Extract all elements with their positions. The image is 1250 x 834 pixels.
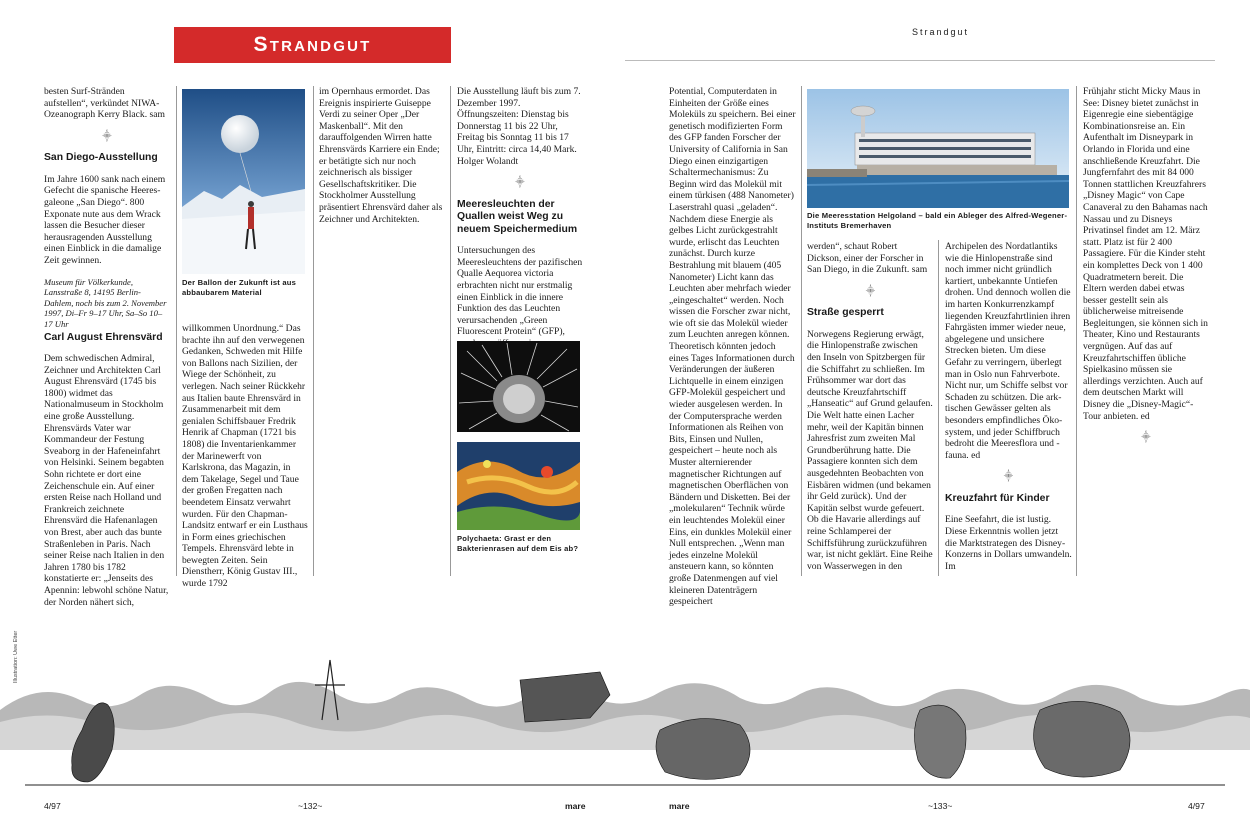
ornament-icon: ⸎ [1141, 432, 1151, 443]
polychaeta-photo-2 [457, 442, 580, 530]
column-rule [801, 86, 802, 576]
body-text: Potential, Computerdaten in Einheiten der Größe eines Moleküls zu speichern. Bei einer genetisch modifizierten Form des GFP fanden Forscher der University of California in San Diego einen einzigartigen Schaltermechanismus: Zu Beginn wird das Molekül mit einem türkisen (488 Nanometer) Laserstrahl quasi „geladen“. Nachdem diese Energie als gelbes Licht zurückgestrahlt wurde, erlischt das Leuchten zunächst. Durch kurze Bestrahlung mit blauem (405 Nanometer) Licht kann das Leuchten aber mehrfach wieder „eingeschaltet“ werden. Noch wissen die Forscher zwar nicht, wie oft sie das Molekül wieder zum Leuchten anregen können. Theoretisch könnten jedoch eines Tages Informationen durch Veränderungen der äußeren Lichtquelle in einem einzigen GFP-Molekül gespeichert und wieder ausgelesen werden. In der Computersprache werden Informationen als Reihen von Bits, Einsen und Nullen, gespeichert – heute noch als Muster alternierender magnetischer Richtungen auf magnetischen Oberflächen von Bändern und Disketten. Bei der „molekularen“ Technik würde ein leuchtendes Molekül einer Eins, ein dunkles Molekül einer Null entsprechen. „Wenn man jedes einzelne Molekül ansteuern kann, so könnten große Datenmengen auf viel kleineren Datenträgern gespeichert [669, 86, 796, 608]
right-column-2 [807, 241, 934, 572]
left-column-2 [182, 323, 308, 590]
body-text: Dem schwedischen Admiral, Zeichner und Architekten Carl August Ehrensvärd (1745 bis 1800) widmet das Nationalmuseum in Stockholm eine große Ausstellung. Ehrensvärds Vater war Kommandeur der Festung Sveaborg in der Hafeneinfahrt von Helsinki. Seinem begabten Sohn richtete er dort eine Zeichenschule ein. Auf einer ersten Reise nach Holland und Frankreich zeichnete Ehrensvärd die Hafenanlagen von Brest, aber auch das bunte Straßenleben in Paris. Nach seiner Reise nach Italien in den Jahren 1780 bis 1782 konstatierte er: „Jenseits des Apennin: lebwohl schöne Natur, der Norden nähert sich, [44, 353, 169, 608]
illustration-credit: Illustration: Uwe Etter [13, 630, 19, 683]
photo-caption: Der Ballon der Zukunft ist aus abbaubarem Material [182, 278, 297, 298]
body-text: willkommen Unordnung.“ Das brachte ihn auf den verwegenen Gedanken, Schweden mit Hilfe von Ballons nach Sizilien, der Wiege der Schönheit, zu verlegen. Nach seiner Rückkehr aus Italien baute Ehrensvärd in Zusammenarbeit mit dem genialen Schiffsbauer Fredrik Henrik af Chapman (1721 bis 1808) die Inventarienkammer der Marinewerft von Karlskrona, das Magazin, in dem Takelage, Segel und Taue der großen Fregatten nach beendetem Einsatz verwahrt wurden. Für den Chapman-Landsitz entwarf er ein Lusthaus in Form eines griechischen Tempels. Ehrensvärd lebte in bewegten Zeiten. Sein Dienstherr, König Gustav III., wurde 1792 [182, 323, 308, 590]
body-text: Eine Seefahrt, die ist lustig. Diese Erkenntnis wollen jetzt die Marktstrategen des Disney-Konzerns in Dollars umwandeln. Im [945, 514, 1072, 572]
column-rule [176, 86, 177, 576]
heading-meeresleuchten: Meeresleuchten der Quallen weist Weg zu neuem Speichermedium [457, 198, 578, 235]
issue-folio-left: 4/97 [44, 801, 61, 811]
running-head: Strandgut [912, 27, 970, 37]
ornament-icon: ⸎ [102, 130, 112, 141]
right-column-1 [669, 86, 796, 608]
exhibition-dates: Die Ausstellung läuft bis zum 7. Dezember 1997. Öffnungszeiten: Dienstag bis Donnerstag 11 bis 22 Uhr, Freitag bis Sonntag 11 bis 17 Uhr, Eintritt: circa 14,40 Mark. Holger Wolandt [457, 86, 581, 167]
right-column-3 [945, 241, 1072, 572]
column-rule [1076, 86, 1077, 576]
ornament-icon: ⸎ [865, 285, 876, 296]
body-text: Frühjahr sticht Micky Maus in See: Disney bietet zunächst in Eigenregie eine siebentägige Kombinationsreise an. Ein Aufenthalt im Disneypark in Orlando in Florida und eine anschließende Kreuzfahrt. Die Jungfernfahrt des mit 84 000 Tonnen stattlichen Kreuzfahrers „Disney Magic“ von Cape Canaveral zu den Bahamas nach Nassau und zu Disneys Privatinsel findet am 12. März statt. Platz ist für 2 400 Passagiere. Für die Kinder steht ein komplettes Deck von 1 400 Quadratmetern bereit. Die Eltern werden dabei etwas besser gestellt sein als üblicherweise mitreisende Begleitungen, sie können sich in Theater, Kino und Restaurants vergnügen. Auf das auf Kreuzfahrtschiffen übliche Spielkasino müssen sie allerdings verzichten. Auch auf dem deutschen Markt will Disney die „Disney-Magic“-Tour anbieten. ed [1083, 86, 1208, 422]
heading-strasse-gesperrt: Straße gesperrt [807, 307, 884, 319]
logo-text: Strandgut [253, 33, 372, 56]
body-text: Archipelen des Nordatlantiks wie die Hinlopenstraße sind noch immer nicht gründlich kartiert, unbekannte Untiefen drohen. Und dennoch wollen die im harten Konkurrenzkampf liegenden Kreuzfahrtlinien ihren Fahrgästen immer wieder neue, abgelegene und unsichere Strecken bieten. Um diese Gefahr zu verringern, überlegt man in Oslo nun Fahrverbote. Nicht nur, um Schiffe selbst vor Schaden zu schützen. Die arktischen Gewässer gelten als besonders empfindliches Öko-system, und jeder Schiffbruch bedroht die Meeresflora und -fauna. ed [945, 241, 1071, 461]
helgoland-station-photo [807, 89, 1069, 208]
brand-right: mare [669, 801, 690, 811]
column-rule [450, 86, 451, 576]
body-text: Norwegens Regierung erwägt, die Hinlopenstraße zwischen den Inseln von Spitzbergen für die Schiffahrt zu schließen. Im Frühsommer war dort das deutsche Kreuzfahrtschiff „Hanseatic“ auf Grund gelaufen. Die Welt hatte einen Lacher mehr, weil der Kapitän binnen Jahresfrist zum zweiten Mal Grundberührung hatte. Die Passagiere konnten sich dem ausgedehnten Beobachten von Eisbären widmen (und bekamen ihr Geld zurück). Und der Kapitän selbst wurde gefeuert. Ob die Havarie allerdings auf reine Schlamperei der Schiffsführung zurückzuführen war, ist nicht geklärt. Eine Reihe von Wasserwegen in den [807, 328, 933, 572]
heading-san-diego: San Diego-Ausstellung [44, 152, 158, 164]
photo-caption: Polychaeta: Grast er den Bakterienrasen auf dem Eis ab? [457, 534, 579, 554]
ornament-icon: ⸎ [515, 177, 525, 188]
column-rule [313, 86, 314, 576]
header-rule [625, 60, 1215, 61]
polychaeta-photo-1 [457, 341, 580, 432]
left-column-3 [319, 86, 445, 226]
balloon-photo [182, 89, 305, 274]
column-rule [938, 240, 939, 576]
body-text: im Opernhaus ermordet. Das Ereignis inspirierte Guiseppe Verdi zu seiner Oper „Der Maskenball“. Mit den darauffolgenden Wirren hatte Ehrensvärds Karriere ein Ende; er betätigte sich nur noch zeichnerisch als bissiger Gesellschaftskritiker. Die Stockholmer Ausstellung präsentiert Ehrensvärd daher als Zeichner und Architekten. [319, 86, 443, 225]
left-column-1 [44, 86, 170, 608]
exhibition-info: Museum für Völkerkunde, Lansstraße 8, 14195 Berlin-Dahlem, noch bis zum 2. November 1997, Di–Fr 9–17 Uhr, Sa–So 10–17 Uhr [44, 276, 167, 329]
intro-text: besten Surf-Stränden aufstellen“, verkündet NIWA-Ozeanograph Kerry Black. sam [44, 86, 165, 121]
body-text: Untersuchungen des Meeresleuchtens der pazifischen Qualle Aequorea victoria erbrachten nicht nur erstmalig einen Einblick in die innere Funktion des das Leuchten verursachenden „Green Fluorescent Protein“ (GFP), [457, 245, 583, 338]
photo-caption: Die Meeresstation Helgoland – bald ein Ableger des Alfred-Wegener-Instituts Bremerhaven [807, 211, 1068, 231]
heading-kreuzfahrt: Kreuzfahrt für Kinder [945, 492, 1050, 504]
body-text: Im Jahre 1600 sank nach einem Gefecht die spanische Heeresgaleone „San Diego“. 800 Exponate nute aus dem Wrack lassen die Besucher dieser herausragenden Ausstellung einen Einblick in die damalige Zeit gewinnen. [44, 173, 166, 267]
body-text: werden“, schaut Robert Dickson, einer der Forscher in San Diego, in die Zukunft. sam [807, 241, 928, 276]
heading-ehrensvaerd: Carl August Ehrensvärd [44, 331, 163, 343]
brand-left: mare [565, 801, 586, 811]
right-column-4 [1083, 86, 1209, 443]
seafloor-illustration [0, 600, 1250, 795]
page-number-right: ~133~ [928, 801, 953, 811]
page-number-left: ~132~ [298, 801, 323, 811]
left-column-4 [457, 86, 583, 336]
issue-folio-right: 4/97 [1188, 801, 1205, 811]
ornament-icon: ⸎ [1003, 471, 1014, 482]
strandgut-logo-banner [174, 27, 451, 63]
